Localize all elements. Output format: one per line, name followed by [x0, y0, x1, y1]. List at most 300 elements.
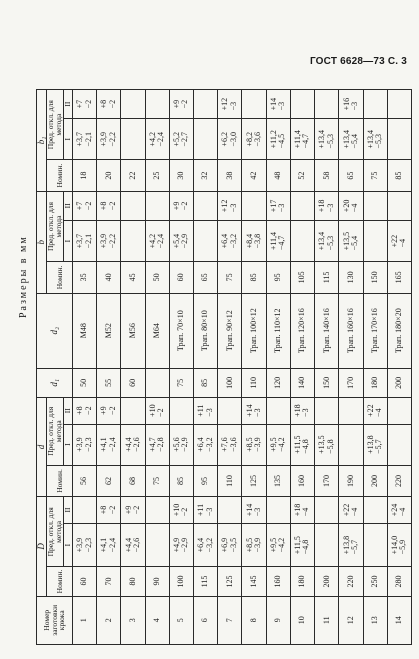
cell-d-i: [387, 523, 411, 567]
tolerance-pair: [270, 437, 287, 452]
cell-b: 45: [121, 262, 145, 294]
cell-d-i: [218, 424, 242, 465]
upper-deviation: +22: [365, 404, 375, 417]
lower-deviation: −5,7: [374, 439, 384, 454]
cell-n: 11: [315, 596, 339, 644]
cell-d-ii: [363, 397, 387, 424]
cell-d-ii: [266, 397, 290, 424]
col-header-b-I: I: [64, 220, 73, 261]
upper-deviation: +11,4: [268, 231, 278, 251]
col-header-b1-tol: Пред. откл. для метода: [47, 90, 64, 160]
upper-deviation: +13,4: [365, 130, 375, 149]
cell-b-ii: [266, 191, 290, 220]
cell-d1: 50: [73, 368, 97, 397]
upper-deviation: +4,9: [172, 537, 182, 553]
cell-b-i: [242, 220, 266, 261]
cell-b1-i: [73, 119, 97, 160]
tolerance-pair: [100, 202, 117, 211]
cell-d-i: [169, 424, 193, 465]
cell-b1-ii: [218, 90, 242, 119]
tolerance-pair: [270, 98, 287, 111]
cell-b1-i: [169, 119, 193, 160]
tolerance-pair: [294, 536, 311, 554]
tolerance-pair: [149, 404, 166, 417]
upper-deviation: +11,5: [293, 536, 303, 555]
cell-d-i: [315, 424, 339, 465]
cell-b-ii: [387, 191, 411, 220]
lower-deviation: −3: [349, 101, 359, 111]
cell-b-ii: [363, 191, 387, 220]
upper-deviation: +8: [99, 505, 109, 515]
tolerance-pair: [125, 506, 142, 515]
cell-b1-ii: [242, 90, 266, 119]
cell-b1-i: [290, 119, 314, 160]
cell-d-ii: [169, 497, 193, 524]
lower-deviation: −3,5: [228, 537, 238, 553]
upper-deviation: +6,4: [196, 537, 206, 553]
cell-d-i: [339, 424, 363, 465]
tolerance-pair: [125, 437, 142, 452]
lower-deviation: −5,8: [325, 439, 335, 454]
cell-d-ii: [121, 397, 145, 424]
upper-deviation: +14: [244, 404, 254, 417]
upper-deviation: +4,1: [99, 437, 109, 452]
tolerance-pair: [318, 200, 335, 213]
col-header-b1: b₁: [37, 90, 47, 192]
cell-b1: 18: [73, 160, 97, 192]
cell-b1-ii: [315, 90, 339, 119]
cell-d-ii: [363, 497, 387, 524]
col-header-d-I: I: [64, 424, 73, 465]
cell-d-i: [97, 424, 121, 465]
upper-deviation: +6,4: [196, 437, 206, 452]
lower-deviation: −4,7: [301, 133, 311, 149]
table-row: [363, 90, 387, 645]
upper-deviation: +18: [293, 404, 303, 417]
cell-d-i: [145, 523, 169, 567]
upper-deviation: +4,2: [147, 132, 157, 147]
tolerance-pair: [246, 504, 263, 517]
lower-deviation: −2: [107, 201, 117, 211]
cell-b1-i: [363, 119, 387, 160]
tolerance-pair: [221, 437, 238, 452]
cell-b1-i: [315, 119, 339, 160]
lower-deviation: −4,8: [301, 439, 311, 454]
tolerance-pair: [197, 538, 214, 553]
page-header: ГОСТ 6628—73 С. 3: [309, 56, 407, 67]
cell-d-ii: [339, 397, 363, 424]
cell-d1: 200: [387, 368, 411, 397]
upper-deviation: +11: [196, 503, 206, 517]
cell-d: 160: [290, 465, 314, 497]
table-row: [339, 90, 363, 645]
cell-b-i: [266, 220, 290, 261]
cell-d-ii: [290, 397, 314, 424]
cell-b1: 25: [145, 160, 169, 192]
cell-n: 7: [218, 596, 242, 644]
cell-d: 170: [315, 465, 339, 497]
cell-b-i: [145, 220, 169, 261]
upper-deviation: +3,9: [99, 132, 109, 147]
cell-n: 14: [387, 596, 411, 644]
cell-b1-ii: [169, 90, 193, 119]
lower-deviation: −5,3: [325, 235, 335, 251]
lower-deviation: −2,2: [107, 233, 117, 249]
cell-b1: 22: [121, 160, 145, 192]
cell-d: 220: [387, 465, 411, 497]
lower-deviation: −2,2: [107, 132, 117, 147]
lower-deviation: −2,9: [180, 437, 190, 452]
lower-deviation: −4,8: [301, 539, 311, 555]
lower-deviation: −3: [277, 101, 287, 111]
cell-d2: Трап. 80×10: [194, 293, 218, 368]
col-header-D: D: [37, 497, 47, 596]
tolerance-pair: [246, 234, 263, 249]
lower-deviation: −3: [228, 101, 238, 111]
cell-d: 56: [73, 465, 97, 497]
upper-deviation: +13,5: [317, 435, 327, 454]
cell-n: 10: [290, 596, 314, 644]
upper-deviation: +10: [172, 503, 182, 517]
cell-d: 70: [97, 567, 121, 596]
col-header-D-tol: Пред. откл. для метода: [47, 497, 64, 567]
tolerance-pair: [76, 100, 93, 109]
tolerance-pair: [294, 436, 311, 454]
cell-d-i: [290, 523, 314, 567]
lower-deviation: −4: [398, 238, 408, 248]
cell-d: 100: [169, 567, 193, 596]
upper-deviation: +3,9: [75, 537, 85, 553]
cell-d-i: [218, 523, 242, 567]
upper-deviation: +4,2: [147, 233, 157, 249]
cell-b1-i: [242, 119, 266, 160]
cell-d-i: [194, 424, 218, 465]
cell-d-ii: [169, 397, 193, 424]
cell-d-ii: [266, 497, 290, 524]
lower-deviation: −3: [228, 203, 238, 213]
lower-deviation: −5,4: [349, 134, 359, 149]
cell-b1: 38: [218, 160, 242, 192]
tolerance-pair: [391, 235, 408, 248]
cell-d-i: [266, 424, 290, 465]
cell-d-ii: [242, 497, 266, 524]
cell-b-i: [194, 220, 218, 261]
cell-b-i: [169, 220, 193, 261]
cell-b-ii: [315, 191, 339, 220]
cell-d-ii: [218, 397, 242, 424]
cell-b-i: [121, 220, 145, 261]
lower-deviation: −3,2: [204, 437, 214, 452]
table-row: [121, 90, 145, 645]
upper-deviation: +11: [196, 404, 206, 417]
cell-d: 125: [218, 567, 242, 596]
tolerance-pair: [76, 437, 93, 452]
cell-d2: Трап. 140×16: [315, 293, 339, 368]
tolerance-pair: [173, 437, 190, 452]
lower-deviation: −2,4: [156, 132, 166, 147]
cell-b1: 42: [242, 160, 266, 192]
cell-d-i: [315, 523, 339, 567]
cell-d: 115: [194, 567, 218, 596]
cell-d-i: [73, 523, 97, 567]
lower-deviation: −2,9: [180, 537, 190, 553]
cell-b-i: [363, 220, 387, 261]
lower-deviation: −4: [301, 507, 311, 517]
tolerance-pair: [318, 232, 335, 251]
cell-b1-ii: [97, 90, 121, 119]
cell-d-i: [339, 523, 363, 567]
cell-d: 180: [290, 567, 314, 596]
tolerance-pair: [221, 538, 238, 553]
cell-d2: М64: [145, 293, 169, 368]
lower-deviation: −4,5: [277, 133, 287, 149]
cell-b: 115: [315, 262, 339, 294]
col-header-b-II: II: [64, 191, 73, 220]
table-row: [242, 90, 266, 645]
cell-d1: 150: [315, 368, 339, 397]
lower-deviation: −3: [301, 408, 311, 417]
tolerance-pair: [270, 232, 287, 250]
col-header-b-tol: Пред. откл. для метода: [47, 191, 64, 261]
tolerance-pair: [76, 234, 93, 249]
lower-deviation: −5,7: [349, 539, 359, 555]
cell-d1: 100: [218, 368, 242, 397]
lower-deviation: −3,0: [228, 132, 238, 147]
upper-deviation: +8,5: [244, 437, 254, 452]
cell-d: 62: [97, 465, 121, 497]
tolerance-pair: [367, 404, 384, 417]
cell-b: 40: [97, 262, 121, 294]
tolerance-pair: [343, 536, 360, 555]
cell-d-ii: [387, 397, 411, 424]
upper-deviation: +6,9: [220, 537, 230, 553]
col-header-D-II: II: [64, 497, 73, 524]
cell-d: 68: [121, 465, 145, 497]
upper-deviation: +9: [172, 201, 182, 211]
cell-b1-i: [97, 119, 121, 160]
cell-b1-ii: [194, 90, 218, 119]
upper-deviation: +8,4: [244, 233, 254, 249]
upper-deviation: +18: [293, 503, 303, 517]
cell-n: 5: [169, 596, 193, 644]
cell-d-i: [363, 523, 387, 567]
col-header-number: Номер заготовки крюка: [37, 596, 73, 644]
cell-d1: 55: [97, 368, 121, 397]
upper-deviation: +22: [341, 503, 351, 517]
lower-deviation: −5,9: [398, 539, 408, 555]
cell-n: 13: [363, 596, 387, 644]
cell-d-i: [363, 424, 387, 465]
lower-deviation: −2: [83, 201, 93, 211]
cell-d-ii: [145, 497, 169, 524]
tolerance-pair: [221, 98, 238, 111]
cell-d-ii: [73, 397, 97, 424]
upper-deviation: +6,2: [220, 132, 230, 147]
upper-deviation: +10: [147, 404, 157, 417]
upper-deviation: +9,5: [268, 537, 278, 553]
lower-deviation: −2: [180, 99, 190, 109]
col-header-d-II: II: [64, 397, 73, 424]
cell-b1-i: [339, 119, 363, 160]
cell-b1-ii: [145, 90, 169, 119]
cell-n: 4: [145, 596, 169, 644]
cell-d: 60: [73, 567, 97, 596]
tolerance-pair: [76, 538, 93, 553]
upper-deviation: +13,4: [341, 130, 351, 149]
tolerance-pair: [76, 406, 93, 415]
tolerance-pair: [294, 504, 311, 517]
lower-deviation: −2: [83, 406, 93, 415]
tolerance-pair: [100, 132, 117, 147]
cell-d1: 180: [363, 368, 387, 397]
upper-deviation: +9: [99, 406, 109, 415]
col-header-b1-nom: Номин.: [47, 160, 73, 192]
table-row: [315, 90, 339, 645]
col-header-D-nom: Номин.: [47, 567, 73, 596]
cell-b-ii: [73, 191, 97, 220]
lower-deviation: −3,8: [253, 233, 263, 249]
tolerance-pair: [197, 504, 214, 516]
lower-deviation: −2,6: [132, 537, 142, 553]
cell-d-ii: [194, 397, 218, 424]
cell-d: 125: [242, 465, 266, 497]
tolerance-pair: [100, 437, 117, 452]
cell-d1: 140: [290, 368, 314, 397]
cell-d1: 75: [169, 368, 193, 397]
lower-deviation: −3,9: [253, 537, 263, 553]
upper-deviation: +5,4: [172, 233, 182, 249]
tolerance-pair: [100, 234, 117, 249]
cell-b1-i: [121, 119, 145, 160]
cell-d-ii: [339, 497, 363, 524]
lower-deviation: −4: [374, 408, 384, 417]
cell-b: 130: [339, 262, 363, 294]
upper-deviation: +22: [389, 234, 399, 248]
cell-b-ii: [242, 191, 266, 220]
cell-d-ii: [97, 397, 121, 424]
lower-deviation: −3,6: [228, 437, 238, 452]
upper-deviation: +14: [244, 503, 254, 517]
lower-deviation: −4,2: [277, 437, 287, 452]
upper-deviation: +14,0: [389, 535, 399, 555]
cell-d1: [145, 368, 169, 397]
tolerance-pair: [100, 100, 117, 109]
cell-d1: 60: [121, 368, 145, 397]
cell-d: 90: [145, 567, 169, 596]
tolerance-pair: [270, 130, 287, 148]
cell-d-ii: [218, 497, 242, 524]
cell-b-i: [218, 220, 242, 261]
cell-d2: М56: [121, 293, 145, 368]
tolerance-pair: [318, 435, 335, 454]
cell-d: 110: [218, 465, 242, 497]
cell-d-i: [97, 523, 121, 567]
cell-d-i: [73, 424, 97, 465]
cell-d-ii: [315, 497, 339, 524]
cell-d-ii: [73, 497, 97, 524]
col-header-b1-I: I: [64, 119, 73, 160]
tolerance-pair: [367, 435, 384, 454]
lower-deviation: −5,4: [349, 235, 359, 251]
tolerance-pair: [343, 232, 360, 251]
tolerance-pair: [318, 130, 335, 149]
cell-b-i: [387, 220, 411, 261]
upper-deviation: +20: [341, 199, 351, 213]
upper-deviation: +17: [268, 199, 278, 213]
cell-d: 200: [315, 567, 339, 596]
upper-deviation: +14: [268, 97, 278, 111]
cell-d2: М52: [97, 293, 121, 368]
lower-deviation: −4,7: [277, 235, 287, 251]
cell-b-ii: [194, 191, 218, 220]
upper-deviation: +3,7: [75, 132, 85, 147]
cell-d: 135: [266, 465, 290, 497]
cell-b1-i: [218, 119, 242, 160]
cell-d: 145: [242, 567, 266, 596]
cell-d-i: [290, 424, 314, 465]
col-header-b1-II: II: [64, 90, 73, 119]
cell-b-ii: [145, 191, 169, 220]
tolerance-pair: [125, 538, 142, 553]
cell-b1: 48: [266, 160, 290, 192]
tolerance-pair: [76, 202, 93, 211]
cell-d2: М48: [73, 293, 97, 368]
cell-b1-i: [145, 119, 169, 160]
cell-d-ii: [315, 397, 339, 424]
cell-b1-ii: [339, 90, 363, 119]
cell-d1: 110: [242, 368, 266, 397]
tolerance-pair: [197, 437, 214, 452]
upper-deviation: +8: [75, 406, 85, 415]
cell-b1: 65: [339, 160, 363, 192]
cell-b1: 30: [169, 160, 193, 192]
lower-deviation: −2,1: [83, 132, 93, 147]
cell-d2: Трап. 70×10: [169, 293, 193, 368]
table-row: [387, 90, 411, 645]
lower-deviation: −2: [107, 99, 117, 109]
tolerance-pair: [270, 538, 287, 553]
col-header-D-I: I: [64, 523, 73, 567]
cell-d2: Трап. 180×20: [387, 293, 411, 368]
upper-deviation: +13,5: [341, 231, 351, 251]
cell-d: 80: [121, 567, 145, 596]
cell-b1-i: [266, 119, 290, 160]
cell-d-i: [145, 424, 169, 465]
upper-deviation: +7: [75, 99, 85, 109]
cell-b1-i: [387, 119, 411, 160]
table-row: [194, 90, 218, 645]
upper-deviation: +13,4: [317, 130, 327, 149]
tolerance-pair: [197, 405, 214, 417]
tolerance-pair: [76, 132, 93, 147]
upper-deviation: +8,5: [244, 537, 254, 553]
cell-d-ii: [97, 497, 121, 524]
lower-deviation: −3,2: [204, 537, 214, 553]
tolerance-pair: [173, 202, 190, 211]
col-header-d-nom: Номин.: [47, 465, 73, 497]
upper-deviation: +11,2: [268, 130, 278, 149]
tolerance-pair: [246, 538, 263, 553]
upper-deviation: +18: [317, 199, 327, 213]
cell-d: 250: [363, 567, 387, 596]
lower-deviation: −2: [156, 408, 166, 417]
cell-d2: Трап. 90×12: [218, 293, 242, 368]
table-row: [169, 90, 193, 645]
cell-b1: 52: [290, 160, 314, 192]
tolerance-pair: [149, 437, 166, 452]
dimensions-table: [36, 89, 412, 645]
col-header-d: d: [37, 397, 47, 496]
